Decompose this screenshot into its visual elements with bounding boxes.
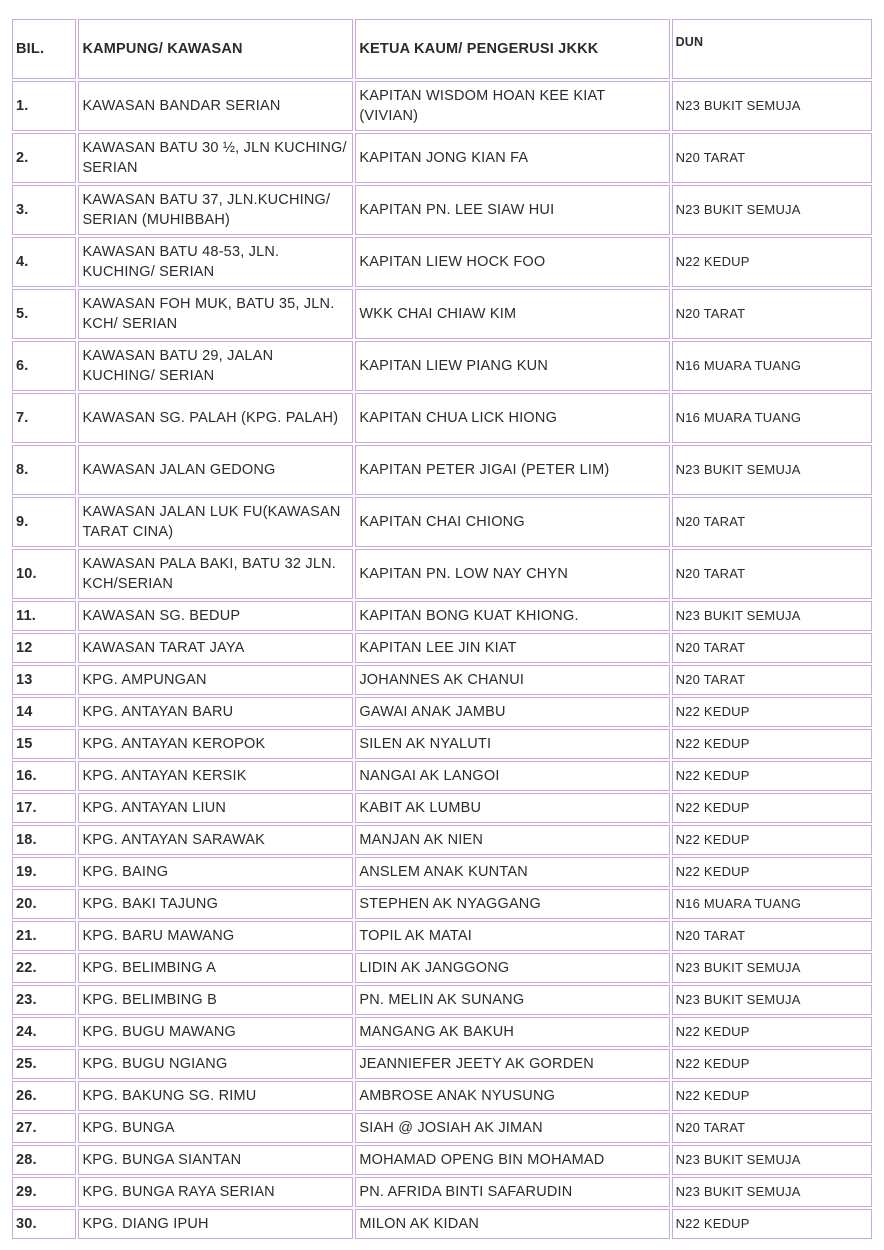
row-ketua: STEPHEN AK NYAGGANG <box>355 889 669 919</box>
row-kampung: KPG. ANTAYAN KEROPOK <box>78 729 353 759</box>
row-dun: N23 BUKIT SEMUJA <box>672 1145 872 1175</box>
row-number: 9. <box>12 497 76 547</box>
row-kampung: KAWASAN BANDAR SERIAN <box>78 81 353 131</box>
row-kampung: KPG. BELIMBING B <box>78 985 353 1015</box>
row-number: 18. <box>12 825 76 855</box>
row-ketua: KAPITAN LIEW HOCK FOO <box>355 237 669 287</box>
table-row <box>12 1145 872 1175</box>
table-row <box>12 1081 872 1111</box>
header-kampung: KAMPUNG/ KAWASAN <box>78 19 353 79</box>
header-row <box>12 19 872 79</box>
table-body <box>12 81 872 1239</box>
table-row <box>12 665 872 695</box>
row-kampung: KAWASAN BATU 48-53, JLN. KUCHING/ SERIAN <box>78 237 353 287</box>
row-dun: N16 MUARA TUANG <box>672 889 872 919</box>
row-number: 30. <box>12 1209 76 1239</box>
table-row <box>12 921 872 951</box>
row-kampung: KPG. ANTAYAN KERSIK <box>78 761 353 791</box>
table-row <box>12 237 872 287</box>
row-kampung: KAWASAN TARAT JAYA <box>78 633 353 663</box>
row-dun: N22 KEDUP <box>672 729 872 759</box>
row-kampung: KPG. BAING <box>78 857 353 887</box>
row-number: 3. <box>12 185 76 235</box>
row-number: 7. <box>12 393 76 443</box>
row-number: 8. <box>12 445 76 495</box>
table-row <box>12 289 872 339</box>
row-dun: N20 TARAT <box>672 289 872 339</box>
row-dun: N20 TARAT <box>672 133 872 183</box>
table-row <box>12 953 872 983</box>
table-row <box>12 1049 872 1079</box>
row-number: 24. <box>12 1017 76 1047</box>
row-number: 26. <box>12 1081 76 1111</box>
row-number: 29. <box>12 1177 76 1207</box>
row-number: 13 <box>12 665 76 695</box>
row-kampung: KAWASAN SG. PALAH (KPG. PALAH) <box>78 393 353 443</box>
row-dun: N20 TARAT <box>672 921 872 951</box>
row-ketua: KAPITAN LEE JIN KIAT <box>355 633 669 663</box>
row-number: 16. <box>12 761 76 791</box>
table-row <box>12 857 872 887</box>
row-ketua: MILON AK KIDAN <box>355 1209 669 1239</box>
row-number: 19. <box>12 857 76 887</box>
row-kampung: KPG. BUNGA RAYA SERIAN <box>78 1177 353 1207</box>
row-dun: N22 KEDUP <box>672 857 872 887</box>
row-dun: N22 KEDUP <box>672 1017 872 1047</box>
row-number: 6. <box>12 341 76 391</box>
row-ketua: KAPITAN JONG KIAN FA <box>355 133 669 183</box>
row-kampung: KAWASAN BATU 30 ½, JLN KUCHING/ SERIAN <box>78 133 353 183</box>
row-ketua: KAPITAN PN. LOW NAY CHYN <box>355 549 669 599</box>
row-kampung: KAWASAN BATU 37, JLN.KUCHING/ SERIAN (MUHIBBAH) <box>78 185 353 235</box>
header-bil: BIL. <box>12 19 76 79</box>
row-kampung: KPG. BUGU MAWANG <box>78 1017 353 1047</box>
row-number: 21. <box>12 921 76 951</box>
row-number: 28. <box>12 1145 76 1175</box>
row-kampung: KPG. ANTAYAN LIUN <box>78 793 353 823</box>
table-row <box>12 549 872 599</box>
row-dun: N22 KEDUP <box>672 1049 872 1079</box>
row-dun: N23 BUKIT SEMUJA <box>672 1177 872 1207</box>
row-kampung: KAWASAN BATU 29, JALAN KUCHING/ SERIAN <box>78 341 353 391</box>
row-dun: N23 BUKIT SEMUJA <box>672 185 872 235</box>
row-ketua: KAPITAN CHAI CHIONG <box>355 497 669 547</box>
row-ketua: KAPITAN PETER JIGAI (PETER LIM) <box>355 445 669 495</box>
row-ketua: JEANNIEFER JEETY AK GORDEN <box>355 1049 669 1079</box>
row-dun: N23 BUKIT SEMUJA <box>672 953 872 983</box>
table-row <box>12 825 872 855</box>
row-number: 4. <box>12 237 76 287</box>
row-number: 14 <box>12 697 76 727</box>
table-row <box>12 341 872 391</box>
table-row <box>12 81 872 131</box>
row-dun: N22 KEDUP <box>672 1081 872 1111</box>
row-kampung: KAWASAN JALAN LUK FU(KAWASAN TARAT CINA) <box>78 497 353 547</box>
row-number: 15 <box>12 729 76 759</box>
row-kampung: KPG. AMPUNGAN <box>78 665 353 695</box>
row-dun: N16 MUARA TUANG <box>672 393 872 443</box>
row-kampung: KAWASAN PALA BAKI, BATU 32 JLN. KCH/SERIAN <box>78 549 353 599</box>
row-dun: N20 TARAT <box>672 633 872 663</box>
table-row <box>12 185 872 235</box>
row-dun: N22 KEDUP <box>672 1209 872 1239</box>
row-dun: N20 TARAT <box>672 665 872 695</box>
row-ketua: KAPITAN CHUA LICK HIONG <box>355 393 669 443</box>
row-number: 5. <box>12 289 76 339</box>
row-number: 10. <box>12 549 76 599</box>
row-ketua: NANGAI AK LANGOI <box>355 761 669 791</box>
table-row <box>12 761 872 791</box>
row-kampung: KPG. ANTAYAN SARAWAK <box>78 825 353 855</box>
jkkk-table <box>10 17 874 1241</box>
row-ketua: KAPITAN PN. LEE SIAW HUI <box>355 185 669 235</box>
row-kampung: KPG. BAKI TAJUNG <box>78 889 353 919</box>
row-dun: N20 TARAT <box>672 497 872 547</box>
row-dun: N23 BUKIT SEMUJA <box>672 445 872 495</box>
table-row <box>12 793 872 823</box>
row-dun: N23 BUKIT SEMUJA <box>672 985 872 1015</box>
row-kampung: KPG. BELIMBING A <box>78 953 353 983</box>
row-ketua: MOHAMAD OPENG BIN MOHAMAD <box>355 1145 669 1175</box>
row-ketua: KAPITAN WISDOM HOAN KEE KIAT (VIVIAN) <box>355 81 669 131</box>
row-ketua: AMBROSE ANAK NYUSUNG <box>355 1081 669 1111</box>
row-number: 23. <box>12 985 76 1015</box>
row-ketua: MANJAN AK NIEN <box>355 825 669 855</box>
row-dun: N20 TARAT <box>672 549 872 599</box>
row-ketua: JOHANNES AK CHANUI <box>355 665 669 695</box>
row-ketua: TOPIL AK MATAI <box>355 921 669 951</box>
row-dun: N22 KEDUP <box>672 793 872 823</box>
row-dun: N23 BUKIT SEMUJA <box>672 81 872 131</box>
table-row <box>12 729 872 759</box>
row-dun: N22 KEDUP <box>672 825 872 855</box>
row-number: 1. <box>12 81 76 131</box>
table-row <box>12 1209 872 1239</box>
table-row <box>12 601 872 631</box>
row-kampung: KPG. DIANG IPUH <box>78 1209 353 1239</box>
row-number: 25. <box>12 1049 76 1079</box>
row-dun: N22 KEDUP <box>672 697 872 727</box>
row-kampung: KAWASAN SG. BEDUP <box>78 601 353 631</box>
row-kampung: KPG. BARU MAWANG <box>78 921 353 951</box>
row-number: 20. <box>12 889 76 919</box>
row-number: 17. <box>12 793 76 823</box>
row-ketua: MANGANG AK BAKUH <box>355 1017 669 1047</box>
row-number: 27. <box>12 1113 76 1143</box>
table-row <box>12 133 872 183</box>
row-number: 12 <box>12 633 76 663</box>
row-ketua: KAPITAN LIEW PIANG KUN <box>355 341 669 391</box>
table-row <box>12 697 872 727</box>
row-dun: N16 MUARA TUANG <box>672 341 872 391</box>
table-row <box>12 445 872 495</box>
header-ketua: KETUA KAUM/ PENGERUSI JKKK <box>355 19 669 79</box>
row-kampung: KPG. BAKUNG SG. RIMU <box>78 1081 353 1111</box>
table-row <box>12 1177 872 1207</box>
row-ketua: WKK CHAI CHIAW KIM <box>355 289 669 339</box>
row-number: 11. <box>12 601 76 631</box>
table-row <box>12 1017 872 1047</box>
row-ketua: SILEN AK NYALUTI <box>355 729 669 759</box>
row-ketua: KABIT AK LUMBU <box>355 793 669 823</box>
row-dun: N20 TARAT <box>672 1113 872 1143</box>
row-ketua: SIAH @ JOSIAH AK JIMAN <box>355 1113 669 1143</box>
row-dun: N22 KEDUP <box>672 237 872 287</box>
header-dun: DUN <box>672 19 872 79</box>
table-row <box>12 889 872 919</box>
table-row <box>12 1113 872 1143</box>
row-kampung: KPG. ANTAYAN BARU <box>78 697 353 727</box>
row-kampung: KAWASAN JALAN GEDONG <box>78 445 353 495</box>
row-dun: N23 BUKIT SEMUJA <box>672 601 872 631</box>
table-row <box>12 393 872 443</box>
row-dun: N22 KEDUP <box>672 761 872 791</box>
row-kampung: KPG. BUNGA <box>78 1113 353 1143</box>
table-row <box>12 497 872 547</box>
row-ketua: PN. MELIN AK SUNANG <box>355 985 669 1015</box>
row-ketua: KAPITAN BONG KUAT KHIONG. <box>355 601 669 631</box>
row-kampung: KPG. BUGU NGIANG <box>78 1049 353 1079</box>
row-number: 2. <box>12 133 76 183</box>
row-kampung: KAWASAN FOH MUK, BATU 35, JLN. KCH/ SERIAN <box>78 289 353 339</box>
row-ketua: GAWAI ANAK JAMBU <box>355 697 669 727</box>
row-ketua: LIDIN AK JANGGONG <box>355 953 669 983</box>
table-row <box>12 633 872 663</box>
row-ketua: PN. AFRIDA BINTI SAFARUDIN <box>355 1177 669 1207</box>
row-kampung: KPG. BUNGA SIANTAN <box>78 1145 353 1175</box>
row-ketua: ANSLEM ANAK KUNTAN <box>355 857 669 887</box>
table-row <box>12 985 872 1015</box>
row-number: 22. <box>12 953 76 983</box>
